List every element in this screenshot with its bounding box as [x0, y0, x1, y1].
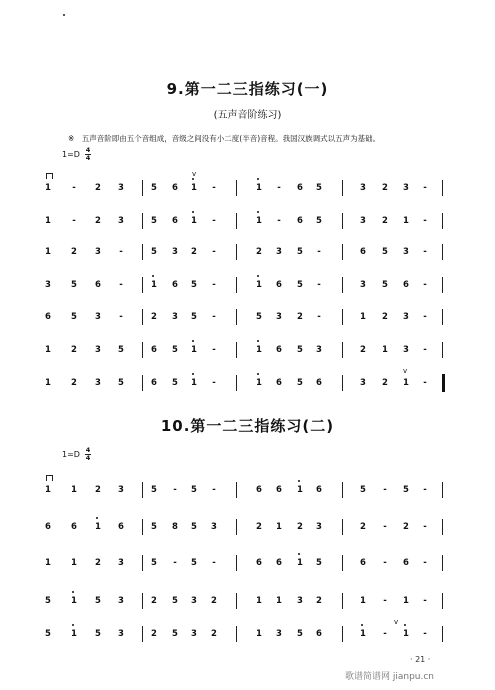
- barline: [442, 593, 443, 609]
- note: 2: [71, 378, 77, 388]
- down-bow-mark: [46, 173, 53, 179]
- note: 5: [191, 280, 197, 290]
- note: 6: [256, 485, 262, 495]
- accent-mark: v: [192, 170, 197, 178]
- dash-note: -: [277, 216, 281, 226]
- note: 1: [356, 628, 370, 640]
- note: 3: [95, 378, 101, 388]
- dash-note: -: [423, 280, 427, 290]
- dash-note: -: [119, 280, 123, 290]
- high-octave-dot: [257, 211, 259, 213]
- time-signature: [85, 147, 91, 162]
- barline: [236, 375, 237, 391]
- barline: [342, 555, 343, 571]
- accent-mark: v: [394, 618, 399, 626]
- barline: [342, 213, 343, 229]
- barline: [236, 482, 237, 498]
- note: 1: [187, 182, 201, 194]
- note: 2: [256, 247, 262, 257]
- dash-note: -: [212, 312, 216, 322]
- dash-note: -: [423, 522, 427, 532]
- note: 1: [91, 521, 105, 533]
- barline: [342, 626, 343, 642]
- note: 5: [360, 485, 366, 495]
- section-2-title: 10.第一二三指练习(二): [160, 417, 335, 435]
- note: 1: [71, 485, 77, 495]
- dash-note: -: [423, 378, 427, 388]
- note: 5: [172, 596, 178, 606]
- barline: [142, 309, 143, 325]
- staff-row: [0, 246, 495, 266]
- barline: [236, 277, 237, 293]
- dash-note: -: [423, 312, 427, 322]
- dash-note: -: [212, 183, 216, 193]
- note: 6: [276, 378, 282, 388]
- barline: [142, 482, 143, 498]
- note: 6: [316, 485, 322, 495]
- dash-note: -: [212, 558, 216, 568]
- dash-note: -: [423, 558, 427, 568]
- note: 6: [151, 345, 157, 355]
- note: 2: [71, 345, 77, 355]
- note: 1: [276, 596, 282, 606]
- note: 3: [172, 312, 178, 322]
- note: 5: [151, 183, 157, 193]
- high-octave-dot: [298, 553, 300, 555]
- high-octave-dot: [257, 275, 259, 277]
- note: 1: [360, 312, 366, 322]
- note: 6: [172, 183, 178, 193]
- dash-note: -: [212, 378, 216, 388]
- note: 5: [95, 629, 101, 639]
- high-octave-dot: [404, 624, 406, 626]
- note: 5: [45, 596, 51, 606]
- note: 5: [297, 378, 303, 388]
- barline: [342, 342, 343, 358]
- note: 5: [403, 485, 409, 495]
- note: 3: [118, 216, 124, 226]
- note: 2: [95, 216, 101, 226]
- note: 1: [403, 596, 409, 606]
- section-1-note: ※ 五声音阶即由五个音组成，音级之间没有小二度(半音)音程。我国汉族调式以五声为基础。: [68, 134, 381, 143]
- dash-note: -: [423, 485, 427, 495]
- note: 3: [211, 522, 217, 532]
- note: 3: [118, 183, 124, 193]
- dash-note: -: [383, 522, 387, 532]
- note: 6: [297, 216, 303, 226]
- page-number: · 21 ·: [410, 655, 431, 664]
- barline: [236, 626, 237, 642]
- note: 2: [95, 485, 101, 495]
- note: 1: [45, 183, 51, 193]
- barline: [236, 309, 237, 325]
- barline: [442, 555, 443, 571]
- barline: [442, 180, 443, 196]
- high-octave-dot: [72, 591, 74, 593]
- note: 2: [382, 183, 388, 193]
- barline: [236, 213, 237, 229]
- note: 2: [403, 522, 409, 532]
- note: 1: [252, 344, 266, 356]
- time-signature-top: 4: [85, 446, 91, 454]
- note: 5: [316, 183, 322, 193]
- note: 5: [151, 558, 157, 568]
- note: 1: [399, 628, 413, 640]
- note: 1: [276, 522, 282, 532]
- barline: [142, 244, 143, 260]
- barline: [236, 342, 237, 358]
- note: 3: [276, 312, 282, 322]
- note: 2: [297, 312, 303, 322]
- staff-row: [0, 215, 495, 235]
- note: 2: [382, 312, 388, 322]
- note: 5: [151, 522, 157, 532]
- section-1-key-signature: [62, 147, 91, 162]
- note: 3: [95, 345, 101, 355]
- note: 3: [95, 247, 101, 257]
- final-barline: [442, 374, 445, 392]
- note: 1: [45, 558, 51, 568]
- note: 3: [403, 312, 409, 322]
- note: 5: [71, 280, 77, 290]
- dash-note: -: [383, 596, 387, 606]
- dash-note: -: [317, 312, 321, 322]
- note: 2: [211, 629, 217, 639]
- accent-mark: v: [403, 367, 408, 375]
- note: 1: [67, 595, 81, 607]
- barline: [236, 593, 237, 609]
- dash-note: -: [423, 345, 427, 355]
- note: 2: [297, 522, 303, 532]
- dash-note: -: [212, 485, 216, 495]
- note: 5: [151, 216, 157, 226]
- note: 1: [45, 378, 51, 388]
- note: 3: [172, 247, 178, 257]
- note: 1: [67, 628, 81, 640]
- note: 2: [151, 629, 157, 639]
- dash-note: -: [423, 629, 427, 639]
- barline: [236, 180, 237, 196]
- high-octave-dot: [152, 275, 154, 277]
- note: 2: [360, 345, 366, 355]
- note: 5: [151, 247, 157, 257]
- note: 1: [293, 484, 307, 496]
- high-octave-dot: [257, 178, 259, 180]
- note: 3: [360, 183, 366, 193]
- time-signature-bottom: 4: [85, 154, 91, 162]
- barline: [142, 342, 143, 358]
- barline: [342, 277, 343, 293]
- dash-note: -: [423, 216, 427, 226]
- dash-note: -: [173, 485, 177, 495]
- note: 2: [191, 247, 197, 257]
- note: 5: [71, 312, 77, 322]
- high-octave-dot: [257, 373, 259, 375]
- note: 5: [118, 378, 124, 388]
- barline: [442, 213, 443, 229]
- note: 2: [256, 522, 262, 532]
- note: 6: [276, 558, 282, 568]
- barline: [142, 626, 143, 642]
- dash-note: -: [317, 247, 321, 257]
- high-octave-dot: [361, 624, 363, 626]
- note: 3: [118, 558, 124, 568]
- section-2-key-signature: [62, 447, 91, 462]
- note: 8: [172, 522, 178, 532]
- staff-row: [0, 311, 495, 331]
- dash-note: -: [72, 183, 76, 193]
- dash-note: -: [317, 280, 321, 290]
- note: 5: [45, 629, 51, 639]
- note: 1: [403, 216, 409, 226]
- note: 5: [191, 312, 197, 322]
- dash-note: -: [212, 280, 216, 290]
- dash-note: -: [72, 216, 76, 226]
- note: 2: [360, 522, 366, 532]
- note: 6: [276, 485, 282, 495]
- watermark: 歌谱简谱网 jianpu.cn: [345, 672, 435, 682]
- note: 1: [382, 345, 388, 355]
- barline: [236, 555, 237, 571]
- note: 1: [147, 279, 161, 291]
- note: 3: [360, 216, 366, 226]
- note: 1: [293, 557, 307, 569]
- note: 5: [316, 558, 322, 568]
- staff-row: [0, 182, 495, 202]
- dash-note: -: [383, 558, 387, 568]
- high-octave-dot: [192, 178, 194, 180]
- note: 6: [316, 629, 322, 639]
- note: 3: [360, 280, 366, 290]
- dash-note: -: [173, 558, 177, 568]
- note: 3: [45, 280, 51, 290]
- note: 6: [45, 522, 51, 532]
- note: 3: [316, 345, 322, 355]
- note: 5: [191, 558, 197, 568]
- note: 5: [382, 280, 388, 290]
- note: 6: [45, 312, 51, 322]
- note: 2: [71, 247, 77, 257]
- dash-note: -: [277, 183, 281, 193]
- barline: [342, 519, 343, 535]
- dash-note: -: [212, 216, 216, 226]
- barline: [142, 593, 143, 609]
- note: 2: [316, 596, 322, 606]
- note: 3: [316, 522, 322, 532]
- note: 5: [151, 485, 157, 495]
- high-octave-dot: [192, 340, 194, 342]
- barline: [142, 519, 143, 535]
- barline: [142, 213, 143, 229]
- note: 3: [118, 485, 124, 495]
- barline: [236, 519, 237, 535]
- time-signature-bottom: 4: [85, 454, 91, 462]
- dash-note: -: [119, 312, 123, 322]
- staff-row: [0, 628, 495, 648]
- note: 2: [211, 596, 217, 606]
- note: 3: [297, 596, 303, 606]
- barline: [442, 626, 443, 642]
- note: 5: [172, 378, 178, 388]
- note: 6: [403, 280, 409, 290]
- staff-row: [0, 279, 495, 299]
- note: 5: [191, 522, 197, 532]
- note: 5: [382, 247, 388, 257]
- high-octave-dot: [192, 211, 194, 213]
- barline: [342, 309, 343, 325]
- scan-speck: [63, 14, 65, 16]
- note: 1: [360, 596, 366, 606]
- note: 1: [187, 377, 201, 389]
- barline: [142, 180, 143, 196]
- note: 3: [403, 345, 409, 355]
- note: 5: [316, 216, 322, 226]
- time-signature-top: 4: [85, 146, 91, 154]
- note: 3: [95, 312, 101, 322]
- note: 5: [297, 345, 303, 355]
- note: 5: [95, 596, 101, 606]
- barline: [342, 375, 343, 391]
- barline: [442, 519, 443, 535]
- barline: [442, 309, 443, 325]
- note: 6: [403, 558, 409, 568]
- note: 5: [118, 345, 124, 355]
- note: 2: [382, 378, 388, 388]
- note: 6: [276, 345, 282, 355]
- note: 3: [276, 629, 282, 639]
- note: 6: [71, 522, 77, 532]
- note: 1: [45, 345, 51, 355]
- section-1-subtitle: (五声音阶练习): [213, 110, 282, 121]
- barline: [342, 593, 343, 609]
- note: 6: [316, 378, 322, 388]
- barline: [236, 244, 237, 260]
- note: 1: [256, 629, 262, 639]
- note: 2: [382, 216, 388, 226]
- note: 6: [95, 280, 101, 290]
- barline: [142, 277, 143, 293]
- note: 6: [360, 558, 366, 568]
- note: 6: [172, 216, 178, 226]
- note: 1: [187, 344, 201, 356]
- barline: [342, 244, 343, 260]
- staff-row: [0, 595, 495, 615]
- staff-row: [0, 344, 495, 364]
- high-octave-dot: [96, 517, 98, 519]
- note: 3: [118, 629, 124, 639]
- note: 3: [403, 247, 409, 257]
- staff-row: [0, 484, 495, 504]
- note: 2: [151, 312, 157, 322]
- dash-note: -: [383, 485, 387, 495]
- note: 2: [151, 596, 157, 606]
- dash-note: -: [212, 247, 216, 257]
- note: 1: [45, 485, 51, 495]
- note: 6: [118, 522, 124, 532]
- note: 5: [172, 345, 178, 355]
- note: 1: [71, 558, 77, 568]
- note: 3: [118, 596, 124, 606]
- time-signature: [85, 447, 91, 462]
- note: 1: [403, 378, 409, 388]
- note: 3: [276, 247, 282, 257]
- dash-note: -: [423, 183, 427, 193]
- dash-note: -: [212, 345, 216, 355]
- key-label: 1=D: [62, 150, 80, 159]
- note: 5: [191, 485, 197, 495]
- dash-note: -: [423, 247, 427, 257]
- note: 1: [252, 182, 266, 194]
- note: 3: [403, 183, 409, 193]
- note: 6: [151, 378, 157, 388]
- barline: [342, 482, 343, 498]
- note: 6: [256, 558, 262, 568]
- key-label: 1=D: [62, 450, 80, 459]
- barline: [142, 375, 143, 391]
- note: 6: [360, 247, 366, 257]
- down-bow-mark: [46, 475, 53, 481]
- note: 1: [252, 215, 266, 227]
- note: 6: [276, 280, 282, 290]
- note: 5: [297, 247, 303, 257]
- note: 3: [191, 596, 197, 606]
- note: 6: [172, 280, 178, 290]
- note: 5: [297, 280, 303, 290]
- section-1-title: 9.第一二三指练习(一): [166, 80, 329, 98]
- barline: [342, 180, 343, 196]
- high-octave-dot: [72, 624, 74, 626]
- dash-note: -: [383, 629, 387, 639]
- note: 1: [256, 596, 262, 606]
- barline: [142, 555, 143, 571]
- high-octave-dot: [298, 480, 300, 482]
- staff-row: [0, 377, 495, 397]
- staff-row: [0, 557, 495, 577]
- note: 5: [297, 629, 303, 639]
- note: 6: [297, 183, 303, 193]
- barline: [442, 277, 443, 293]
- note: 1: [45, 216, 51, 226]
- barline: [442, 244, 443, 260]
- note: 2: [95, 558, 101, 568]
- note: 1: [252, 377, 266, 389]
- note: 3: [360, 378, 366, 388]
- note: 3: [191, 629, 197, 639]
- high-octave-dot: [257, 340, 259, 342]
- dash-note: -: [423, 596, 427, 606]
- barline: [442, 482, 443, 498]
- note: 1: [45, 247, 51, 257]
- note: 1: [252, 279, 266, 291]
- note: 5: [172, 629, 178, 639]
- note: 5: [256, 312, 262, 322]
- barline: [442, 342, 443, 358]
- note: 1: [187, 215, 201, 227]
- staff-row: [0, 521, 495, 541]
- dash-note: -: [119, 247, 123, 257]
- note: 2: [95, 183, 101, 193]
- high-octave-dot: [192, 373, 194, 375]
